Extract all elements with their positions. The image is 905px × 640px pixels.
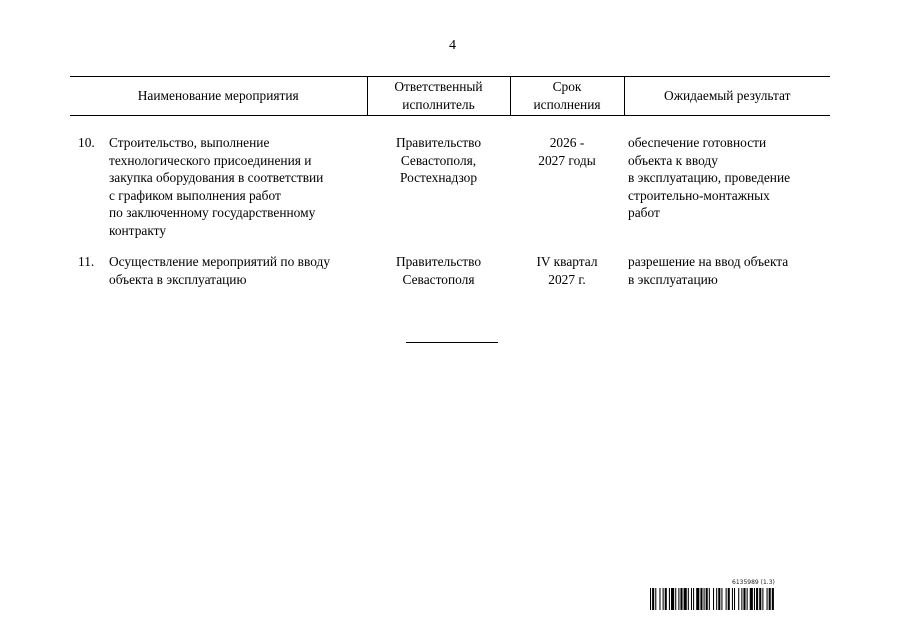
header-responsible-line: исполнитель — [402, 96, 475, 112]
header-term-line: Срок — [552, 79, 582, 94]
barcode-bar — [669, 588, 670, 610]
barcode-bar — [750, 588, 753, 610]
barcode-bar — [680, 588, 682, 610]
barcode-bar — [741, 588, 742, 610]
barcode-bar — [728, 588, 730, 610]
barcode-bar — [743, 588, 745, 610]
barcode-bar — [696, 588, 699, 610]
row-responsible-line: Ростехнадзор — [399, 170, 478, 185]
row-name-line: технологического присоединения и — [109, 152, 312, 168]
barcode-bar — [675, 588, 676, 610]
barcode-bar — [693, 588, 694, 610]
row-responsible-line: Севастополя, — [400, 152, 477, 168]
row-result-cell — [624, 253, 830, 288]
barcode-bar — [706, 588, 708, 610]
barcode-caption: 6135989 (1.3) — [732, 579, 775, 586]
barcode-bar — [754, 588, 755, 610]
barcode-bar — [726, 588, 727, 610]
row-term-line: 2027 г. — [548, 271, 586, 287]
header-name — [70, 77, 367, 116]
row-number: 10. — [78, 135, 95, 150]
header-result-label: Ожидаемый результат — [664, 87, 791, 103]
barcode-bar — [721, 588, 722, 610]
table-spacer — [70, 239, 830, 253]
row-term-line: 2027 годы — [538, 152, 596, 168]
row-responsible-cell — [367, 253, 510, 288]
row-name-cell — [70, 253, 367, 288]
row-term-line: IV квартал — [536, 254, 598, 269]
barcode-bar — [772, 588, 774, 610]
row-number: 11. — [78, 254, 95, 269]
barcode-bar — [691, 588, 692, 610]
table-header-row — [70, 77, 830, 116]
header-term-line: исполнения — [533, 96, 601, 112]
barcode-bar — [700, 588, 702, 610]
row-name-line: закупка оборудования в соответствии — [109, 170, 324, 185]
barcode-bar — [704, 588, 705, 610]
table-row — [70, 134, 830, 239]
row-result-line: в эксплуатацию, проведение — [628, 170, 791, 185]
barcode-bar — [769, 588, 771, 610]
row-result-line: в эксплуатацию — [628, 271, 718, 287]
barcode-bar — [659, 588, 660, 610]
barcode-block — [650, 579, 856, 613]
row-name-line: контракту — [109, 222, 167, 238]
barcode-bar — [718, 588, 720, 610]
barcode-bar — [671, 588, 674, 610]
row-result-line: строительно-монтажных — [628, 187, 770, 203]
row-term-cell — [510, 253, 624, 288]
barcode-bar — [665, 588, 667, 610]
row-result-cell — [624, 134, 830, 239]
row-result-line: работ — [628, 205, 660, 220]
table-spacer — [70, 116, 830, 135]
row-name-line: объекта в эксплуатацию — [109, 271, 247, 287]
header-responsible — [367, 77, 510, 116]
barcode-bar — [713, 588, 714, 610]
row-term-line: 2026 - — [549, 135, 585, 150]
barcode-bar — [650, 588, 651, 610]
row-name-line: с графиком выполнения работ — [109, 187, 281, 203]
barcode-bar — [652, 588, 654, 610]
row-responsible-line: Севастополя — [402, 271, 475, 287]
header-responsible-line: Ответственный — [394, 79, 483, 94]
page-number: 4 — [449, 38, 456, 53]
barcode-image — [650, 588, 856, 610]
end-of-document-rule — [406, 342, 498, 343]
barcode-bar — [759, 588, 761, 610]
row-responsible-cell — [367, 134, 510, 239]
barcode-bar — [684, 588, 687, 610]
barcode-bar — [767, 588, 768, 610]
barcode-bar — [732, 588, 733, 610]
row-responsible-line: Правительство — [395, 254, 482, 269]
row-result-line: обеспечение готовности — [628, 135, 767, 150]
row-result-line: разрешение на ввод объекта — [628, 254, 789, 269]
barcode-bar — [738, 588, 739, 610]
measures-table — [70, 76, 830, 288]
barcode-bar — [756, 588, 758, 610]
row-name-line: Осуществление мероприятий по вводу — [109, 254, 331, 269]
row-responsible-line: Правительство — [395, 135, 482, 150]
table-row — [70, 253, 830, 288]
barcode-bar — [655, 588, 656, 610]
barcode-bar — [747, 588, 748, 610]
header-name-label: Наименование мероприятия — [137, 87, 299, 103]
barcode-bar — [709, 588, 710, 610]
barcode-bar — [688, 588, 689, 610]
row-name-line: по заключенному государственному — [109, 205, 316, 220]
row-result-line: объекта к вводу — [628, 152, 718, 168]
row-term-cell — [510, 134, 624, 239]
barcode-bar — [762, 588, 763, 610]
header-term — [510, 77, 624, 116]
header-result — [624, 77, 830, 116]
row-name — [109, 134, 363, 239]
row-name — [109, 253, 363, 288]
barcode-bar — [716, 588, 717, 610]
barcode-bar — [663, 588, 664, 610]
row-name-cell — [70, 134, 367, 239]
row-name-line: Строительство, выполнение — [109, 135, 270, 150]
barcode-bar — [678, 588, 679, 610]
barcode-bar — [734, 588, 735, 610]
